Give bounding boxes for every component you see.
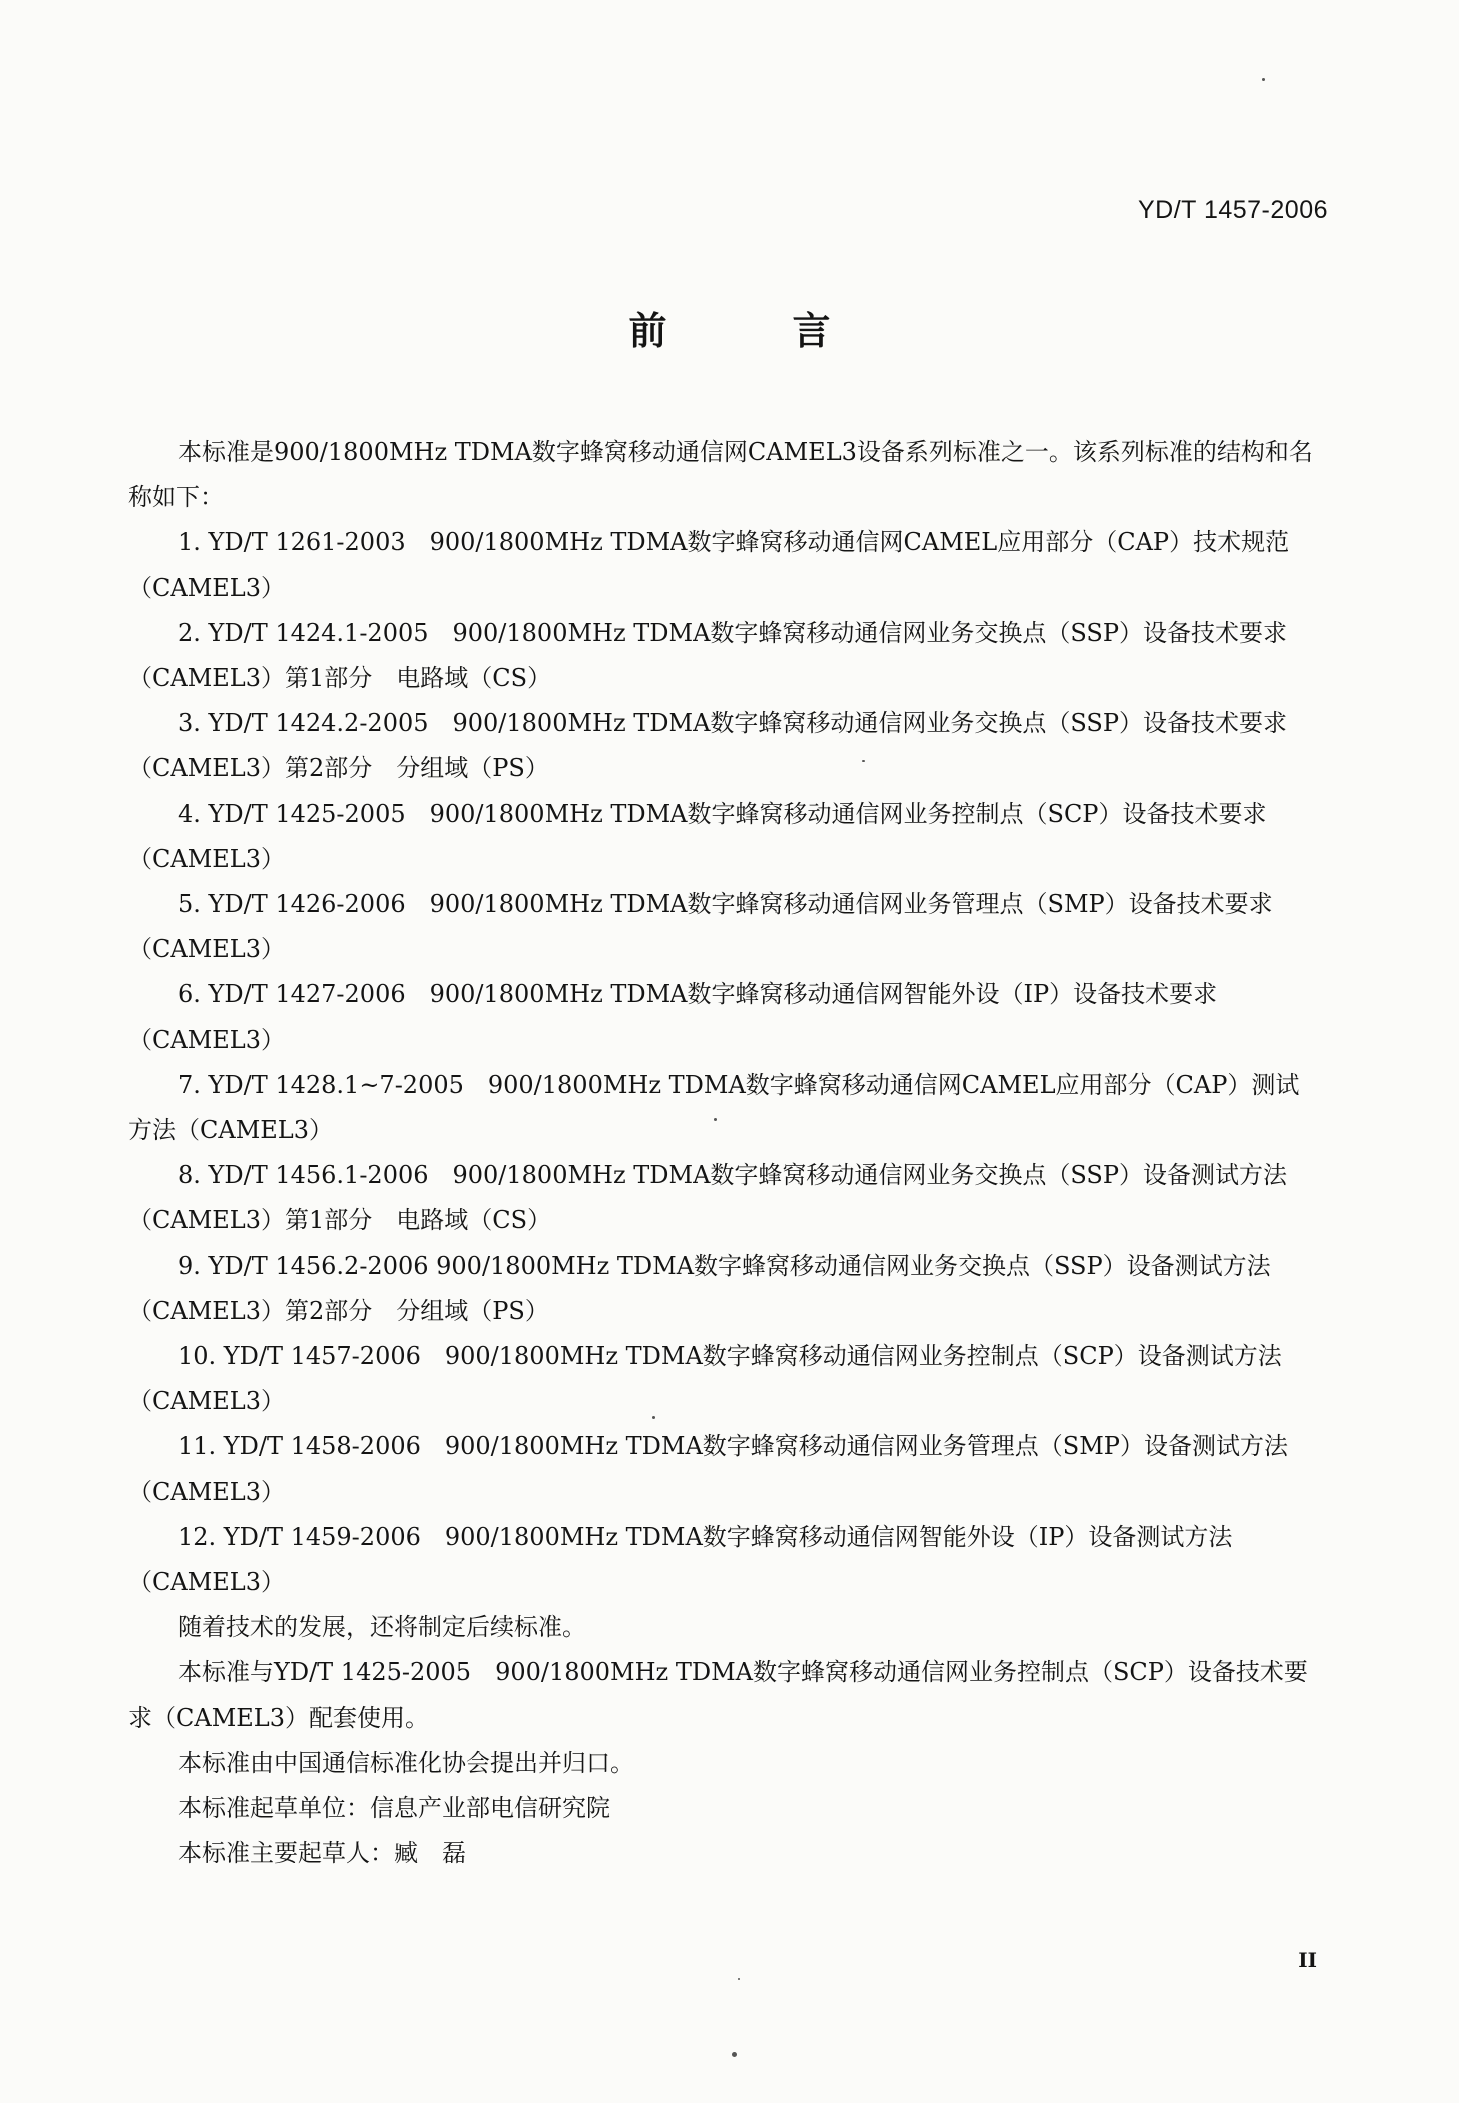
scan-speck <box>862 760 865 762</box>
list-item-2: 2. YD/T 1424.1-2005 900/1800MHz TDMA数字蜂窝移动通信网业务交换点（SSP）设备技术要求（CAMEL3）第1部分 电路域（CS） <box>128 618 1288 693</box>
list-item-6: 6. YD/T 1427-2006 900/1800MHz TDMA数字蜂窝移动通信网智能外设（IP）设备技术要求（CAMEL3） <box>128 980 1218 1054</box>
page-title: 前 言 <box>628 308 875 353</box>
list-item-10: 10. YD/T 1457-2006 900/1800MHz TDMA数字蜂窝移动通信网业务控制点（SCP）设备测试方法（CAMEL3） <box>128 1342 1282 1416</box>
companion-paragraph: 本标准与YD/T 1425-2005 900/1800MHz TDMA数字蜂窝移动通信网业务控制点（SCP）设备技术要求（CAMEL3）配套使用。 <box>128 1658 1308 1732</box>
scan-speck <box>714 1118 717 1121</box>
list-item-9: 9. YD/T 1456.2-2006 900/1800MHz TDMA数字蜂窝移动通信网业务交换点（SSP）设备测试方法（CAMEL3）第2部分 分组域（PS） <box>128 1251 1271 1325</box>
list-item-11: 11. YD/T 1458-2006 900/1800MHz TDMA数字蜂窝移动通信网业务管理点（SMP）设备测试方法（CAMEL3） <box>128 1432 1288 1506</box>
list-item-3: 3. YD/T 1424.2-2005 900/1800MHz TDMA数字蜂窝移动通信网业务交换点（SSP）设备技术要求（CAMEL3）第2部分 分组域（PS） <box>128 709 1288 783</box>
list-item-1: 1. YD/T 1261-2003 900/1800MHz TDMA数字蜂窝移动通信网CAMEL应用部分（CAP）技术规范（CAMEL3） <box>128 528 1290 602</box>
follow-up-paragraph: 随着技术的发展，还将制定后续标准。 <box>178 1613 586 1642</box>
list-item-5: 5. YD/T 1426-2006 900/1800MHz TDMA数字蜂窝移动通信网业务管理点（SMP）设备技术要求（CAMEL3） <box>128 890 1273 964</box>
drafting-unit-paragraph: 本标准起草单位：信息产业部电信研究院 <box>178 1794 610 1823</box>
list-item-8: 8. YD/T 1456.1-2006 900/1800MHz TDMA数字蜂窝移动通信网业务交换点（SSP）设备测试方法（CAMEL3）第1部分 电路域（CS） <box>128 1161 1288 1235</box>
foreword-body <box>128 430 1316 1877</box>
list-item-7: 7. YD/T 1428.1~7-2005 900/1800MHz TDMA数字蜂窝移动通信网CAMEL应用部分（CAP）测试方法（CAMEL3） <box>128 1070 1300 1145</box>
scan-speck <box>652 1416 655 1419</box>
scan-speck <box>738 1978 740 1980</box>
list-item-4: 4. YD/T 1425-2005 900/1800MHz TDMA数字蜂窝移动通信网业务控制点（SCP）设备技术要求（CAMEL3） <box>128 799 1267 873</box>
scan-speck <box>732 2052 737 2057</box>
intro-paragraph: 本标准是900/1800MHz TDMA数字蜂窝移动通信网CAMEL3设备系列标准之一。该系列标准的结构和名称如下： <box>128 438 1313 512</box>
scan-speck <box>1262 78 1265 81</box>
proposer-paragraph: 本标准由中国通信标准化协会提出并归口。 <box>178 1748 634 1777</box>
document-code: YD/T 1457-2006 <box>1138 196 1328 224</box>
page-number: II <box>1298 1948 1317 1972</box>
list-item-12: 12. YD/T 1459-2006 900/1800MHz TDMA数字蜂窝移动通信网智能外设（IP）设备测试方法（CAMEL3） <box>128 1522 1233 1597</box>
drafters-paragraph: 本标准主要起草人：臧 磊 <box>178 1839 466 1868</box>
